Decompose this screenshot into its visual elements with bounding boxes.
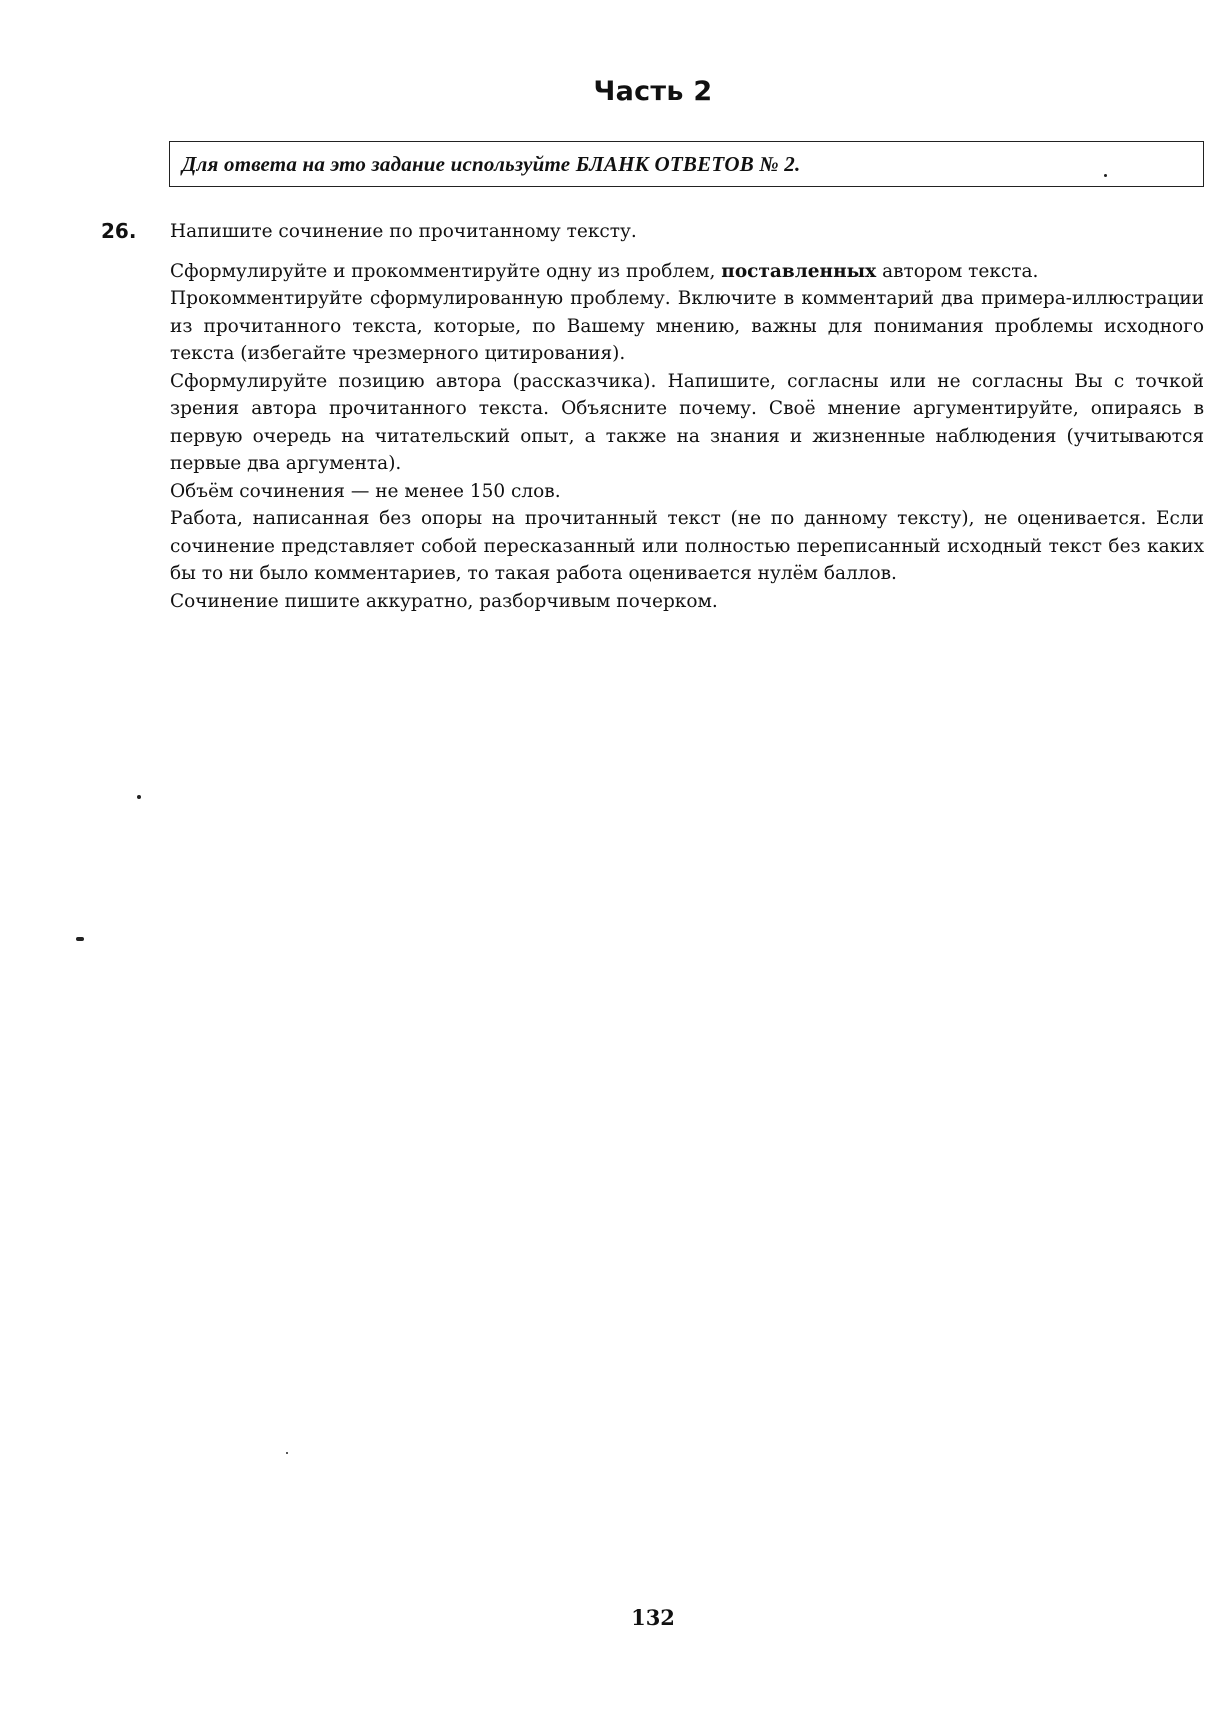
scan-speck [1104, 174, 1107, 177]
task-paragraph-4: Объём сочинения — не менее 150 слов. [170, 480, 561, 502]
task-paragraph-6: Сочинение пишите аккуратно, разборчивым почерком. [170, 590, 718, 612]
task-p1-before: Сформулируйте и прокомментируйте одну из проблем, [170, 260, 722, 282]
task-number: 26. [101, 219, 137, 243]
scan-speck [76, 937, 84, 941]
instruction-box [169, 141, 1204, 187]
page-number: 132 [631, 1605, 675, 1630]
task-paragraph-5: Работа, написанная без опоры на прочитанный текст (не по данному тексту), не оценивается. Если сочинение представляет собой пересказанный или полностью переписанный исходный текст без каких бы то ни было комментариев, то такая работа оценивается нулём баллов. [170, 508, 1204, 584]
task-paragraph-1 [170, 258, 1204, 286]
task-p1-after: автором текста. [876, 260, 1039, 282]
scan-speck [286, 1452, 288, 1454]
instruction-text: Для ответа на это задание используйте БЛАНК ОТВЕТОВ № 2. [182, 151, 801, 176]
task-lead: Напишите сочинение по прочитанному тексту. [170, 221, 637, 242]
task-p1-bold: поставленных [721, 260, 877, 282]
task-paragraph-3: Сформулируйте позицию автора (рассказчика). Напишите, согласны или не согласны Вы с точкой зрения автора прочитанного текста. Объясните почему. Своё мнение аргументируйте, опираясь в первую очередь на читательский опыт, а также на знания и жизненные наблюдения (учитываются первые два аргумента). [170, 370, 1204, 474]
task-paragraph-2: Прокомментируйте сформулированную проблему. Включите в комментарий два примера-иллюстрации из прочитанного текста, которые, по Вашему мнению, важны для понимания проблемы исходного текста (избегайте чрезмерного цитирования). [170, 288, 1204, 364]
part-title: Часть 2 [593, 76, 713, 107]
scan-speck [137, 795, 141, 799]
task-body [170, 218, 1204, 615]
